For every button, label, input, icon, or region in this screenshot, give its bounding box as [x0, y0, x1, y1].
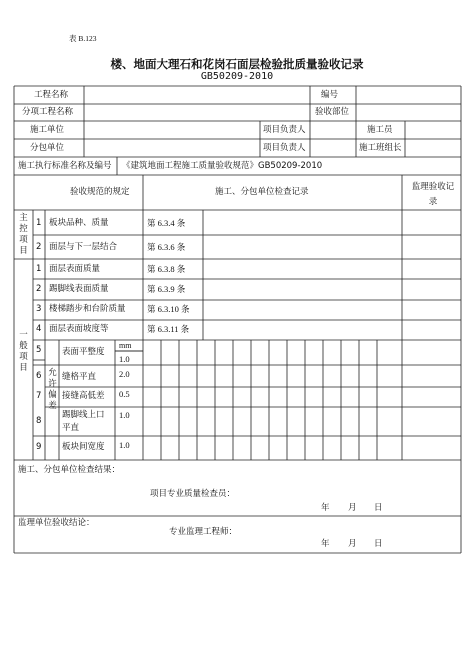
- general-item-name: 面层表面质量: [49, 264, 101, 274]
- col-supervision-record: 监理验收记录: [411, 182, 455, 207]
- general-item-clause: 第 6.3.9 条: [147, 284, 186, 294]
- construction-unit-label: 施工单位: [30, 125, 65, 135]
- main-item-clause: 第 6.3.6 条: [147, 242, 186, 252]
- serial-label: 编号: [321, 90, 339, 100]
- supervision-engineer-label: 专业监理工程师：: [169, 527, 238, 537]
- deviation-no: 8: [36, 416, 42, 426]
- deviation-unit: mm: [119, 341, 132, 350]
- deviation-value: 2.0: [119, 369, 130, 379]
- deviation-no: 5: [36, 345, 42, 355]
- general-item-name: 踢脚线表面质量: [49, 284, 109, 294]
- constructor-label: 施工员: [367, 125, 393, 135]
- deviation-no: 6: [36, 371, 42, 381]
- deviation-name: 缝格平直: [62, 372, 97, 382]
- day-label: 日: [374, 503, 383, 513]
- deviation-value: 1.0: [119, 440, 130, 450]
- team-leader-label: 施工班组长: [359, 143, 402, 153]
- day-label: 日: [374, 539, 383, 549]
- general-item-name: 面层表面坡度等: [49, 324, 109, 334]
- year-label: 年: [321, 539, 330, 549]
- general-item-no: 3: [36, 304, 42, 314]
- deviation-no: 7: [36, 391, 42, 401]
- deviation-name: 板块间宽度: [62, 442, 105, 452]
- form-number: 表 B.123: [69, 34, 97, 43]
- sub-project-label: 分项工程名称: [22, 107, 74, 117]
- general-item-name: 楼梯踏步和台阶质量: [49, 304, 126, 314]
- deviation-name: 接缝高低差: [62, 391, 105, 401]
- sub-manager-label: 项目负责人: [263, 143, 306, 153]
- month-label: 月: [348, 503, 357, 513]
- general-label: 一般项目: [19, 330, 28, 373]
- year-label: 年: [321, 503, 330, 513]
- main-item-clause: 第 6.3.4 条: [147, 218, 186, 228]
- general-item-clause: 第 6.3.10 条: [147, 304, 190, 314]
- deviation-no: 9: [36, 442, 42, 452]
- exec-standard-value: 《建筑地面工程施工质量验收规范》GB50209-2010: [122, 161, 323, 171]
- month-label: 月: [348, 539, 357, 549]
- main-item-no: 2: [36, 242, 42, 252]
- deviation-value: 1.0: [119, 410, 130, 420]
- main-item-name: 面层与下一层结合: [49, 242, 118, 252]
- deviation-label: 允许偏差: [48, 368, 57, 411]
- general-item-no: 1: [36, 264, 42, 274]
- deviation-name: 表面平整度: [62, 347, 105, 357]
- main-item-name: 板块品种、质量: [49, 218, 109, 228]
- deviation-value: 0.5: [119, 389, 130, 399]
- col-inspection-record: 施工、分包单位检查记录: [215, 187, 309, 197]
- deviation-value: 1.0: [119, 354, 130, 364]
- standard-code: GB50209-2010: [200, 71, 274, 82]
- quality-inspector-label: 项目专业质量检查员：: [150, 489, 236, 499]
- exec-standard-label: 施工执行标准名称及编号: [18, 161, 112, 171]
- col-acceptance-spec: 验收规范的规定: [70, 187, 130, 197]
- acceptance-part-label: 验收部位: [315, 107, 350, 117]
- general-item-clause: 第 6.3.8 条: [147, 264, 186, 274]
- general-item-no: 2: [36, 284, 42, 294]
- main-item-no: 1: [36, 218, 42, 228]
- general-item-clause: 第 6.3.11 条: [147, 324, 190, 334]
- subcontractor-label: 分包单位: [30, 143, 65, 153]
- supervision-conclusion-label: 监理单位验收结论：: [18, 518, 95, 528]
- construction-result-label: 施工、分包单位检查结果：: [18, 465, 121, 475]
- project-manager-label: 项目负责人: [263, 125, 306, 135]
- project-name-label: 工程名称: [34, 90, 69, 100]
- general-item-no: 4: [36, 324, 42, 334]
- form-title: 楼、地面大理石和花岗石面层检验批质量验收记录: [110, 57, 364, 71]
- main-control-label: 主控项目: [19, 213, 28, 256]
- deviation-name: 踢脚线上口平直: [62, 410, 105, 433]
